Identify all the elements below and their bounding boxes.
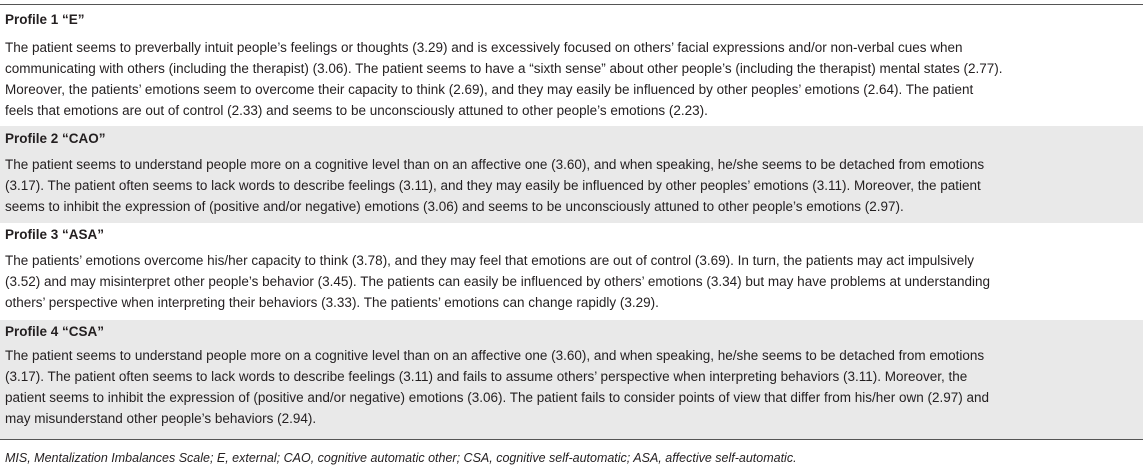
profile-1-line: communicating with others (including the therapist) (3.06). The patient seems to have a “sixth sense” about other people’s (including the therapist) mental states (2.77).	[5, 61, 1003, 76]
profile-2-section	[0, 126, 1143, 223]
profile-3-line: others’ perspective when interpreting their behaviors (3.33). The patients’ emotions can change rapidly (3.29).	[5, 295, 659, 310]
table-bottom-rule	[0, 439, 1143, 440]
table-top-rule	[0, 4, 1143, 5]
profile-4-section	[0, 320, 1143, 439]
profile-2-title: Profile 2 “CAO”	[5, 131, 106, 146]
profile-2-line: The patient seems to understand people more on a cognitive level than on an affective one (3.60), and when speaking, he/she seems to be detached from emotions	[5, 157, 985, 172]
profile-1-line: feels that emotions are out of control (2.33) and seems to be unconsciously attuned to other people’s emotions (2.23).	[5, 103, 708, 118]
profile-4-text	[5, 345, 1141, 429]
profile-3-line: The patients’ emotions overcome his/her capacity to think (3.78), and they may feel that emotions are out of control (3.69). In turn, the patients may act impulsively	[5, 253, 974, 268]
profile-3-title: Profile 3 “ASA”	[5, 227, 105, 242]
profile-2-text	[5, 154, 1141, 217]
profile-2-line: seems to inhibit the expression of (positive and/or negative) emotions (3.06) and seems to be unconsciously attuned to other people’s emotions (2.97).	[5, 199, 904, 214]
profile-4-line: The patient seems to understand people more on a cognitive level than on an affective one (3.60), and when speaking, he/she seems to be detached from emotions	[5, 348, 985, 363]
profile-4-line: (3.17). The patient often seems to lack words to describe feelings (3.11) and fails to assume others’ perspective when interpreting behaviors (3.11). Moreover, the	[5, 369, 968, 384]
profile-1-line: The patient seems to preverbally intuit people’s feelings or thoughts (3.29) and is excessively focused on others’ facial expressions and/or non-verbal cues when	[5, 40, 963, 55]
profile-4-line: may misunderstand other people’s behaviors (2.94).	[5, 411, 317, 426]
profile-1-title: Profile 1 “E”	[5, 12, 85, 27]
table-footnote: MIS, Mentalization Imbalances Scale; E, external; CAO, cognitive automatic other; CSA, cognitive self-automatic; ASA, affective self-automatic.	[5, 451, 797, 465]
profile-1-text	[5, 37, 1141, 121]
profile-3-line: (3.52) and may misinterpret other people’s behavior (3.45). The patients can easily be influenced by others’ emotions (3.34) but may have problems at understanding	[5, 274, 991, 289]
profile-4-line: patient seems to inhibit the expression of (positive and/or negative) emotions (3.06). The patient fails to consider points of view that differ from his/her own (2.97) and	[5, 390, 990, 405]
profile-4-title: Profile 4 “CSA”	[5, 324, 105, 339]
profile-3-text	[5, 250, 1141, 313]
profile-3-section	[0, 223, 1143, 320]
profile-2-line: (3.17). The patient often seems to lack words to describe feelings (3.11), and they may easily be influenced by other peoples’ emotions (3.11). Moreover, the patient	[5, 178, 981, 193]
profile-1-line: Moreover, the patients’ emotions seem to overcome their capacity to think (2.69), and they may easily be influenced by other peoples’ emotions (2.64). The patient	[5, 82, 974, 97]
profile-1-section	[0, 9, 1143, 126]
